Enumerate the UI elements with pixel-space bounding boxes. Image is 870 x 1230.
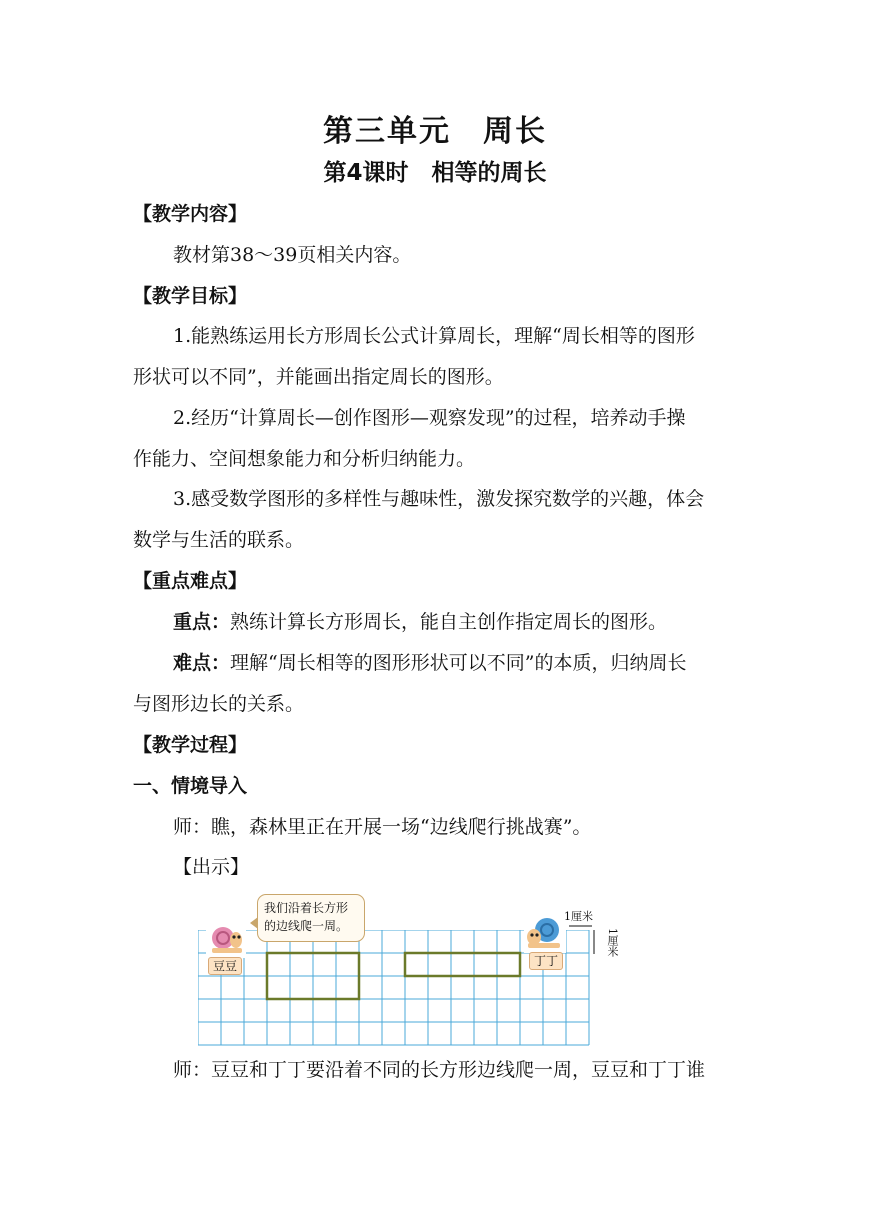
grid-figure	[190, 890, 640, 1055]
objective-2-line-1: 2.经历“计算周长—创作图形—观察发现”的过程，培养动手操	[173, 407, 686, 429]
objective-1-line-2: 形状可以不同”，并能画出指定周长的图形。	[133, 366, 504, 388]
objective-1-line-1: 1.能熟练运用长方形周长公式计算周长，理解“周长相等的图形	[173, 325, 695, 347]
rectangle-dingding	[405, 953, 520, 976]
content-heading: 【教学内容】	[133, 203, 248, 225]
unit-brackets	[568, 922, 598, 962]
key-point-text: 熟练计算长方形周长，能自主创作指定周长的图形。	[230, 611, 668, 633]
lesson-title: 第4课时 相等的周长	[323, 160, 547, 186]
section-1-heading: 一、情境导入	[133, 775, 248, 797]
key-point-line	[173, 609, 783, 635]
content-text: 教材第38～39页相关内容。	[173, 244, 412, 266]
snail-doudou-icon	[206, 918, 246, 958]
unit-title: 第三单元 周长	[323, 114, 547, 149]
process-heading: 【教学过程】	[133, 734, 248, 756]
snail-doudou-name: 豆豆	[208, 957, 242, 975]
unit-label-vertical: 1厘米	[606, 928, 619, 957]
snail-dingding-name: 丁丁	[529, 952, 563, 970]
key-point-label: 重点：	[173, 611, 231, 633]
objective-2-line-2: 作能力、空间想象能力和分析归纳能力。	[133, 448, 476, 470]
unit-label-horizontal: 1厘米	[564, 910, 593, 923]
difficulty-label: 难点：	[173, 652, 231, 674]
objective-3-line-2: 数学与生活的联系。	[133, 529, 305, 551]
difficulty-line-2: 与图形边长的关系。	[133, 693, 305, 715]
snail-dingding-icon	[524, 913, 566, 953]
speech-bubble: 我们沿着长方形的边线爬一周。	[257, 894, 365, 942]
difficulty-text-1: 理解“周长相等的图形形状可以不同”的本质，归纳周长	[230, 652, 687, 674]
objective-3-line-1: 3.感受数学图形的多样性与趣味性，激发探究数学的兴趣，体会	[173, 488, 705, 510]
difficulty-line-1	[173, 650, 783, 676]
show-label: 【出示】	[173, 856, 250, 878]
objectives-heading: 【教学目标】	[133, 285, 248, 307]
teacher-line-2: 师：豆豆和丁丁要沿着不同的长方形边线爬一周，豆豆和丁丁谁	[173, 1059, 706, 1081]
teacher-line-1: 师：瞧，森林里正在开展一场“边线爬行挑战赛”。	[173, 816, 592, 838]
keypoints-heading: 【重点难点】	[133, 570, 248, 592]
